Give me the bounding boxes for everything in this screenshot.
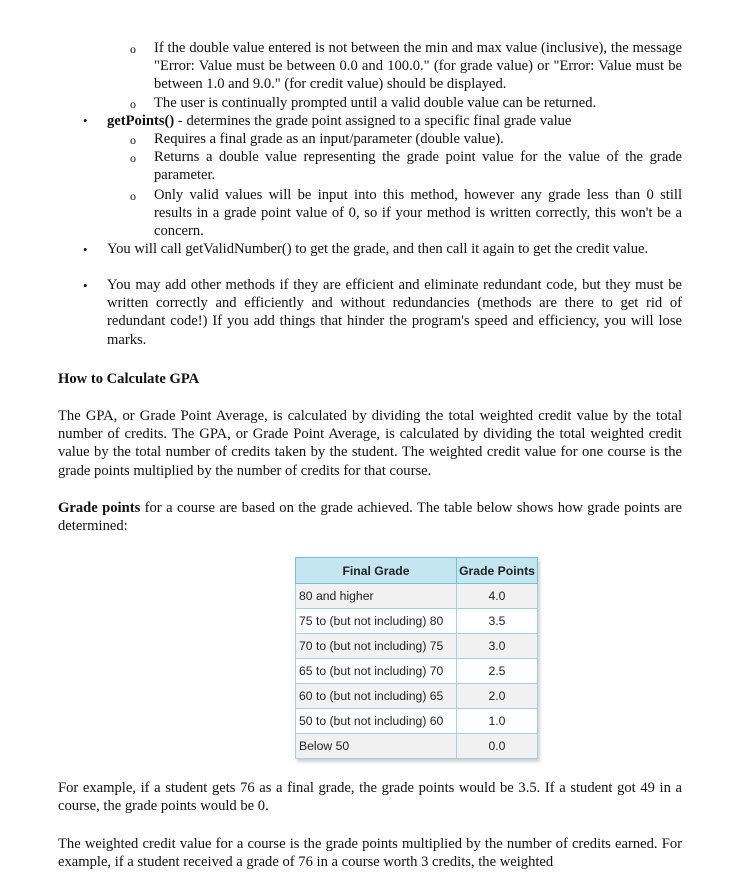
sub-bullet-marker: o: [130, 42, 136, 56]
final-grade-cell: 50 to (but not including) 60: [296, 709, 457, 734]
table-row: [296, 634, 538, 659]
grade-points-cell: 2.5: [457, 659, 538, 684]
grade-points-cell: 2.0: [457, 684, 538, 709]
section-heading: How to Calculate GPA: [58, 371, 200, 387]
bullet-getpoints: [107, 112, 682, 130]
grade-points-cell: 1.0: [457, 709, 538, 734]
sub-bullet-requires-grade: Requires a final grade as an input/parameter (double value).: [154, 131, 504, 147]
sub-bullet-range-error: If the double value entered is not between the min and max value (inclusive), the message "Error: Value must be between 0.0 and 100.0." (for grade value) or "Error: Value must be between 1.0 and 9.0." (for credit value) should be displayed.: [154, 40, 682, 93]
final-grade-cell: 60 to (but not including) 65: [296, 684, 457, 709]
grade-points-cell: 3.5: [457, 609, 538, 634]
gpa-explanation-paragraph: The GPA, or Grade Point Average, is calculated by dividing the total weighted credit value by the total number of credits. The GPA, or Grade Point Average, is calculated by dividing the total weighted credit value by the total number of credits taken by the student. The weighted credit value for one course is the grade points multiplied by the number of credits for that course.: [58, 408, 682, 479]
sub-bullet-marker: o: [130, 189, 136, 203]
table-header-row: [296, 558, 538, 584]
sub-bullet-reprompt: The user is continually prompted until a valid double value can be returned.: [154, 95, 597, 111]
sub-bullet-valid-values: Only valid values will be input into this method, however any grade less than 0 still results in a grade point value of 0, so if your method is written correctly, this won't be a concern.: [154, 187, 682, 240]
grade-points-cell: 3.0: [457, 634, 538, 659]
sub-bullet-marker: o: [130, 97, 136, 111]
grade-points-intro: for a course are based on the grade achieved. The table below shows how grade points are determined:: [58, 500, 682, 535]
final-grade-cell: 80 and higher: [296, 584, 457, 609]
grade-points-cell: 4.0: [457, 584, 538, 609]
sub-bullet-marker: o: [130, 133, 136, 147]
main-bullet-marker: •: [83, 278, 88, 293]
sub-bullet-returns-double: Returns a double value representing the grade point value for the value of the grade parameter.: [154, 149, 682, 184]
final-grade-cell: 70 to (but not including) 75: [296, 634, 457, 659]
grade-points-cell: 0.0: [457, 734, 538, 759]
getpoints-description: - determines the grade point assigned to a specific final grade value: [174, 113, 572, 129]
final-grade-cell: 65 to (but not including) 70: [296, 659, 457, 684]
sub-bullet-marker: o: [130, 151, 136, 165]
table-row: [296, 659, 538, 684]
main-bullet-marker: •: [83, 242, 88, 257]
column-header-grade-points: Grade Points: [457, 558, 538, 584]
grade-points-paragraph: [58, 499, 682, 535]
grade-points-table: [295, 557, 538, 759]
table-row: [296, 684, 538, 709]
table-row: [296, 609, 538, 634]
final-grade-cell: Below 50: [296, 734, 457, 759]
grade-points-term: Grade points: [58, 500, 141, 516]
method-name-getpoints: getPoints(): [107, 113, 175, 129]
table-row: [296, 709, 538, 734]
column-header-final-grade: Final Grade: [296, 558, 457, 584]
bullet-other-methods: You may add other methods if they are efficient and eliminate redundant code, but they must be written correctly and efficiently and without redundancies (methods are there to get rid of redundant code!) If you add things that hinder the program's speed and efficiency, you will lose marks.: [107, 277, 682, 348]
table-row: [296, 734, 538, 759]
final-grade-cell: 75 to (but not including) 80: [296, 609, 457, 634]
weighted-credit-paragraph: The weighted credit value for a course is the grade points multiplied by the number of credits earned. For example, if a student received a grade of 76 in a course worth 3 credits, the weighted: [58, 836, 682, 871]
table-row: [296, 584, 538, 609]
example-paragraph: For example, if a student gets 76 as a final grade, the grade points would be 3.5. If a student got 49 in a course, the grade points would be 0.: [58, 780, 682, 815]
bullet-call-getvalidnumber: You will call getValidNumber() to get the grade, and then call it again to get the credit value.: [107, 241, 649, 257]
main-bullet-marker: •: [83, 113, 88, 128]
